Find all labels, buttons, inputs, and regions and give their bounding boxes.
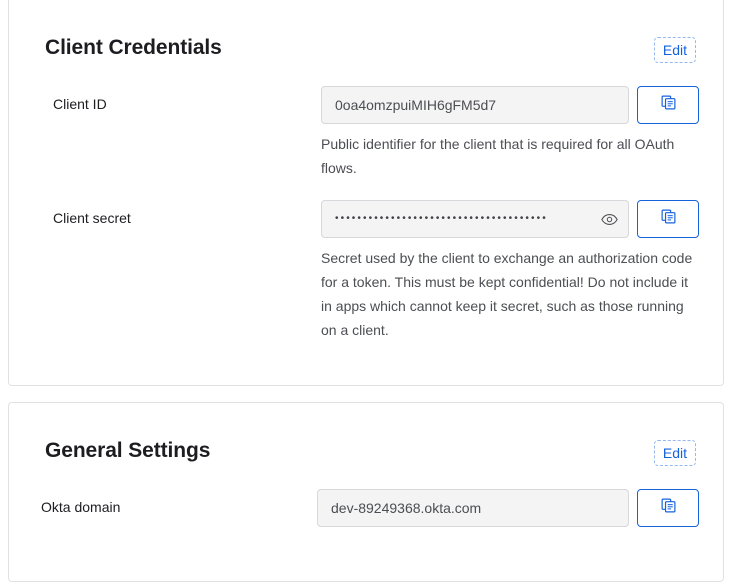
general-settings-card [8, 402, 724, 582]
client-credentials-rows [9, 60, 723, 342]
client-secret-field-group [321, 200, 699, 342]
client-secret-input-line [321, 200, 699, 238]
client-id-field-group [321, 86, 699, 180]
eye-icon[interactable] [600, 210, 618, 228]
copy-client-id-button[interactable] [637, 86, 699, 124]
client-id-input[interactable] [321, 86, 629, 124]
general-settings-rows [9, 463, 723, 527]
okta-domain-field-group [317, 489, 699, 527]
client-id-label: Client ID [53, 96, 107, 112]
copy-client-secret-button[interactable] [637, 200, 699, 238]
client-secret-help-text: Secret used by the client to exchange an authorization code for a token. This must be kept confidential! Do not include it in apps which cannot keep it secret, such as those running on a client. [321, 250, 693, 338]
client-id-input-line [321, 86, 699, 124]
edit-client-credentials-button[interactable]: Edit [655, 38, 695, 62]
row-spacer [9, 180, 723, 200]
client-credentials-card [8, 0, 724, 386]
card-header [9, 403, 723, 463]
okta-domain-value: dev-89249368.okta.com [331, 500, 482, 516]
client-secret-value: •••••••••••••••••••••••••••••••••••••• [335, 214, 548, 224]
client-id-value: 0oa4omzpuiMIH6gFM5d7 [335, 97, 497, 113]
okta-domain-input-line [317, 489, 699, 527]
client-secret-input[interactable] [321, 200, 629, 238]
card-header [9, 0, 723, 60]
copy-okta-domain-button[interactable] [637, 489, 699, 527]
client-secret-label: Client secret [53, 210, 131, 226]
okta-domain-input[interactable] [317, 489, 629, 527]
edit-general-settings-button[interactable]: Edit [655, 441, 695, 465]
copy-icon [660, 497, 677, 519]
copy-icon [660, 94, 677, 116]
client-secret-row [9, 200, 723, 342]
okta-domain-row [9, 489, 723, 527]
page-title: Client Credentials [45, 36, 222, 59]
copy-icon [660, 208, 677, 230]
client-id-help-text: Public identifier for the client that is required for all OAuth flows. [321, 136, 675, 176]
client-id-row [9, 86, 723, 180]
okta-domain-label: Okta domain [41, 499, 121, 515]
general-settings-title: General Settings [45, 439, 211, 462]
